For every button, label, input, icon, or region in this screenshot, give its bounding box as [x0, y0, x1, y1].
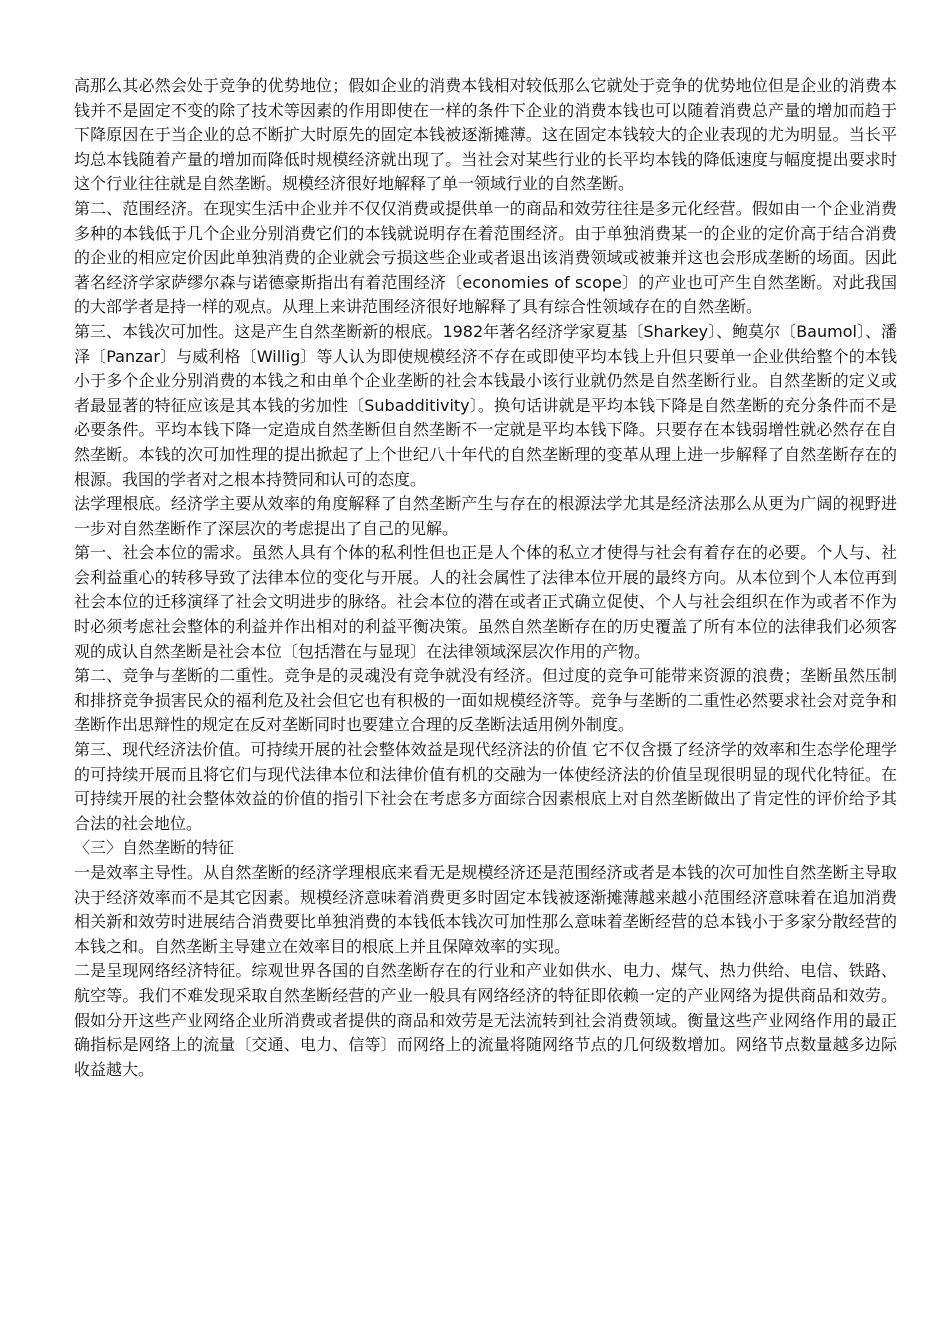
paragraph-legal-basis: 法学理根底。经济学主要从效率的角度解释了自然垄断产生与存在的根源法学尤其是经济法那么从更为广阔的视野进一步对自然垄断作了深层次的考虑提出了自己的见解。: [74, 494, 897, 538]
paragraph-social-standard: 第一、社会本位的需求。虽然人具有个体的私利性但也正是人个体的私立才使得与社会有着存在的必要。个人与、社会利益重心的转移导致了法律本位的变化与开展。人的社会属性了法律本位开展的最终方向。从本位到个人本位再到社会本位的迁移演绎了社会文明进步的脉络。社会本位的潜在或者正式确立促使、个人与社会组织在作为或者不作为时必须考虑社会整体的利益并作出相对的利益平衡决策。虽然自然垄断存在的历史覆盖了所有本位的法律我们必须客观的成认自然垄断是社会本位〔包括潜在与显现〕在法律领域深层次作用的产物。: [74, 543, 897, 661]
paragraph-cost-subadditivity: 第三、本钱次可加性。这是产生自然垄断新的根底。1982年著名经济学家夏基〔Sharkey〕、鲍莫尔〔Baumol〕、潘泽〔Panzar〕与威利格〔Willig〕等人认为即使规模经济不存在或即使平均本钱上升但只要单一企业供给整个的本钱小于多个企业分别消费的本钱之和由单个企业垄断的社会本钱最小该行业就仍然是自然垄断行业。自然垄断的定义或者最显著的特征应该是其本钱的劣加性〔Subadditivity〕。换句话讲就是平均本钱下降是自然垄断的充分条件而不是必要条件。平均本钱下降一定造成自然垄断但自然垄断不一定就是平均本钱下降。只要存在本钱弱增性就必然存在自然垄断。本钱的次可加性理的提出掀起了上个世纪八十年代的自然垄断理的变革从理上进一步解释了自然垄断存在的根源。我国的学者对之根本持赞同和认可的态度。: [74, 321, 897, 489]
paragraph-economic-law-value: 第三、现代经济法价值。可持续开展的社会整体效益是现代经济法的价值 它不仅含摄了经济学的效率和生态学伦理学的可持续开展而且将它们与现代法律本位和法律价值有机的交融为一体使经济法的价值呈现很明显的现代化特征。在可持续开展的社会整体效益的价值的指引下社会在考虑多方面综合因素根底上对自然垄断做出了肯定性的评价给予其合法的社会地位。: [74, 740, 897, 833]
document-body: [74, 74, 897, 1082]
paragraph-scale-economy: 高那么其必然会处于竞争的优势地位；假如企业的消费本钱相对较低那么它就处于竞争的优势地位但是企业的消费本钱并不是固定不变的除了技术等因素的作用即使在一样的条件下企业的消费本钱也可以随着消费总产量的增加而趋于下降原因在于当企业的总不断扩大时原先的固定本钱被逐渐摊薄。这在固定本钱较大的企业表现的尤为明显。当长平均总本钱随着产量的增加而降低时规模经济就出现了。当社会对某些行业的长平均本钱的降低速度与幅度提出要求时这个行业往往就是自然垄断。规模经济很好地解释了单一领域行业的自然垄断。: [74, 76, 897, 194]
paragraph-competition-duality: 第二、竞争与垄断的二重性。竞争是的灵魂没有竞争就没有经济。但过度的竞争可能带来资源的浪费；垄断虽然压制和排挤竞争损害民众的福利危及社会但它也有积极的一面如规模经济等。竞争与垄断的二重性必然要求社会对竞争和垄断作出思辩性的规定在反对垄断同时也要建立合理的反垄断法适用例外制度。: [74, 666, 897, 735]
section-heading-features: 〈三〉自然垄断的特征: [74, 838, 235, 858]
paragraph-efficiency-dominance: 一是效率主导性。从自然垄断的经济学理根底来看无是规模经济还是范围经济或者是本钱的次可加性自然垄断主导取决于经济效率而不是其它因素。规模经济意味着消费更多时固定本钱被逐渐摊薄越来越小范围经济意味着在追加消费相关新和效劳时进展结合消费要比单独消费的本钱低本钱次可加性那么意味着垄断经营的总本钱小于多家分散经营的本钱之和。自然垄断主导建立在效率目的根底上并且保障效率的实现。: [74, 863, 897, 956]
paragraph-scope-economy: 第二、范围经济。在现实生活中企业并不仅仅消费或提供单一的商品和效劳往往是多元化经营。假如由一个企业消费多种的本钱低于几个企业分别消费它们的本钱就说明存在着范围经济。由于单独消费某一的企业的定价高于结合消费的企业的相应定价因此单独消费的企业就会亏损这些企业或者退出该消费领域或被兼并这也会形成垄断的场面。因此著名经济学家萨缪尔森与诺德豪斯指出有着范围经济〔economies of scope〕的产业也可产生自然垄断。对此我国的大部学者是持一样的观点。从理上来讲范围经济很好地解释了具有综合性领域存在的自然垄断。: [74, 198, 897, 317]
paragraph-network-economy: 二是呈现网络经济特征。综观世界各国的自然垄断存在的行业和产业如供水、电力、煤气、热力供给、电信、铁路、航空等。我们不难发现采取自然垄断经营的产业一般具有网络经济的特征即依赖一定的产业网络为提供商品和效劳。假如分开这些产业网络企业所消费或者提供的商品和效劳是无法流转到社会消费领域。衡量这些产业网络作用的最正确指标是网络上的流量〔交通、电力、信等〕而网络上的流量将随网络节点的几何级数增加。网络节点数量越多边际收益越大。: [74, 961, 897, 1079]
